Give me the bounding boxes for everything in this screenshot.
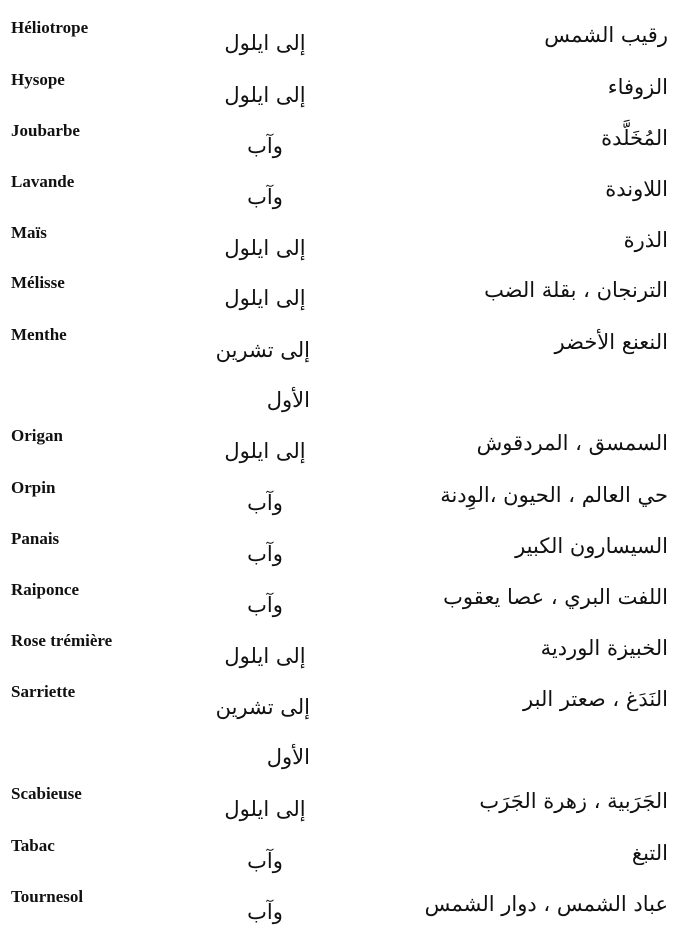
- french-name: Tournesol: [11, 887, 84, 906]
- french-name: Raiponce: [11, 580, 79, 599]
- month-range: إلى ايلول: [224, 236, 306, 260]
- arabic-name: النعنع الأخضر: [554, 330, 668, 354]
- month-range: إلى ايلول: [224, 83, 306, 107]
- french-name: Sarriette: [11, 682, 76, 701]
- glossary-row: [0, 784, 682, 824]
- french-name: Joubarbe: [11, 121, 80, 140]
- month-range: إلى تشرين الأول: [215, 695, 310, 769]
- month-range: وآب: [247, 542, 283, 566]
- french-name: Orpin: [11, 478, 56, 497]
- month-range: إلى ايلول: [224, 286, 306, 310]
- arabic-name: الزوفاء: [607, 75, 668, 99]
- month-range: إلى ايلول: [224, 31, 306, 55]
- glossary-row: [0, 325, 682, 412]
- glossary-row: [0, 172, 682, 212]
- glossary-row: [0, 426, 682, 466]
- arabic-name: الذرة: [623, 228, 668, 252]
- french-name: Héliotrope: [11, 18, 89, 37]
- glossary-row: [0, 887, 682, 927]
- month-range: إلى ايلول: [224, 439, 306, 463]
- french-name: Panais: [11, 529, 60, 548]
- arabic-name: المُخَلَّدة: [601, 126, 668, 150]
- month-range: وآب: [247, 134, 283, 158]
- month-range: وآب: [247, 593, 283, 617]
- glossary-row: [0, 580, 682, 620]
- arabic-name: الجَرَبية ، زهرة الجَرَب: [479, 789, 668, 813]
- month-range: إلى ايلول: [224, 644, 306, 668]
- glossary-row: [0, 273, 682, 313]
- arabic-name: رقيب الشمس: [544, 23, 668, 47]
- month-range: وآب: [247, 185, 283, 209]
- month-range: وآب: [247, 849, 283, 873]
- arabic-name: التبغ: [631, 841, 668, 865]
- french-name: Lavande: [11, 172, 75, 191]
- glossary-row: [0, 223, 682, 263]
- french-name: Rose trémière: [11, 631, 113, 650]
- arabic-name: اللاوندة: [605, 177, 668, 201]
- arabic-name: اللفت البري ، عصا يعقوب: [443, 585, 668, 609]
- month-range: وآب: [247, 491, 283, 515]
- glossary-row: [0, 836, 682, 876]
- glossary-row: [0, 121, 682, 161]
- french-name: Maïs: [11, 223, 47, 242]
- arabic-name: الترنجان ، بقلة الضب: [484, 278, 668, 302]
- french-name: Menthe: [11, 325, 67, 344]
- glossary-row: [0, 478, 682, 518]
- glossary-row: [0, 70, 682, 110]
- arabic-name: السيسارون الكبير: [515, 534, 668, 558]
- arabic-name: عباد الشمس ، دوار الشمس: [424, 892, 668, 916]
- french-name: Hysope: [11, 70, 65, 89]
- french-name: Tabac: [11, 836, 55, 855]
- glossary-row: [0, 631, 682, 671]
- arabic-name: الخبيزة الوردية: [540, 636, 668, 660]
- month-range: إلى تشرين الأول: [215, 338, 310, 412]
- french-name: Mélisse: [11, 273, 65, 292]
- month-range: وآب: [247, 900, 283, 924]
- arabic-name: حي العالم ، الحيون ،الوِدنة: [440, 483, 668, 507]
- glossary-row: [0, 529, 682, 569]
- french-name: Origan: [11, 426, 63, 445]
- french-name: Scabieuse: [11, 784, 82, 803]
- arabic-name: النَدَغ ، صعتر البر: [523, 687, 668, 711]
- month-range: إلى ايلول: [224, 797, 306, 821]
- glossary-row: [0, 18, 682, 58]
- arabic-name: السمسق ، المردقوش: [476, 431, 668, 455]
- glossary-row: [0, 682, 682, 769]
